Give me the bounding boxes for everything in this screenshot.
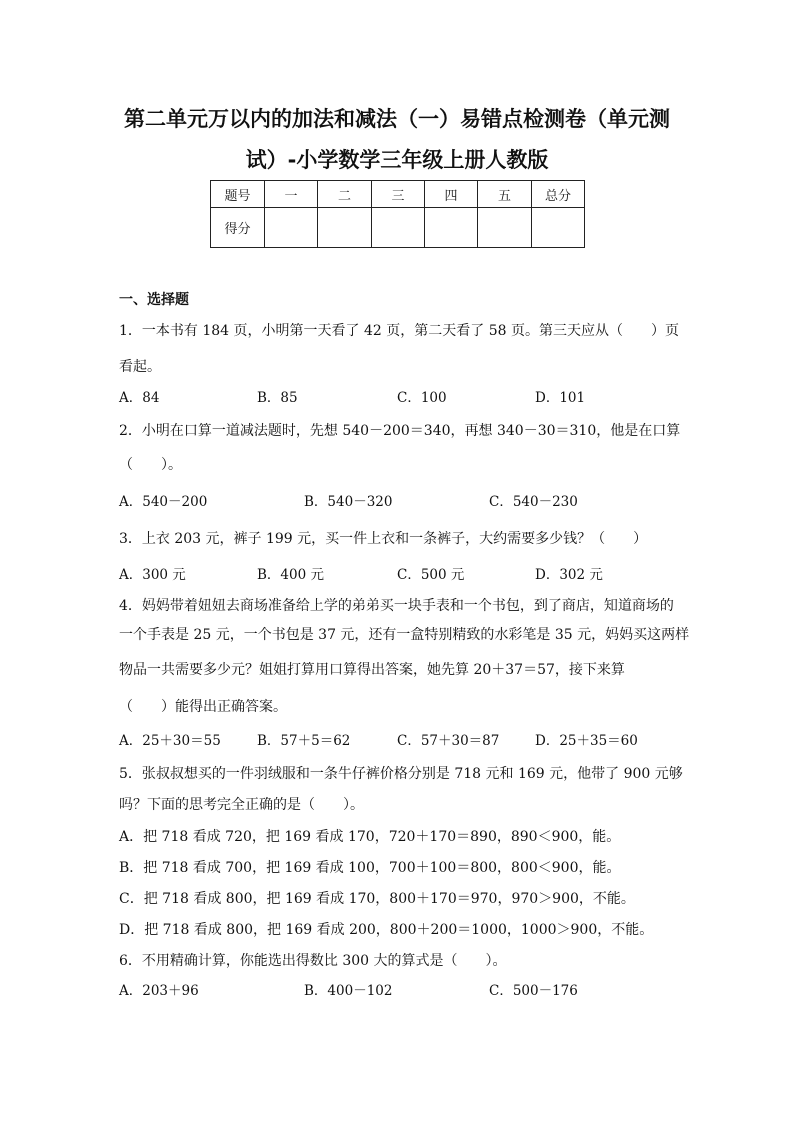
question-4-option-b: B．57＋5＝62 (257, 733, 351, 749)
question-4-option-d: D．25＋35＝60 (535, 733, 638, 749)
question-2-option-b: B．540－320 (304, 494, 393, 510)
question-1-option-d: D．101 (535, 390, 586, 406)
question-1-line-1: 1．一本书有 184 页，小明第一天看了 42 页，第二天看了 58 页。第三天应从（ ）页 (119, 323, 679, 339)
question-5-line-2: 吗？下面的思考完全正确的是（ ）。 (119, 797, 364, 813)
score-cell-1 (265, 208, 318, 248)
question-5-option-d: D．把 718 看成 800，把 169 看成 200，800＋200＝1000，1000＞900，不能。 (119, 922, 654, 938)
score-cell-5 (478, 208, 532, 248)
score-cell-total (532, 208, 585, 248)
score-cell-3 (372, 208, 425, 248)
question-6-option-c: C．500－176 (489, 983, 578, 999)
question-5-option-b: B．把 718 看成 700，把 169 看成 100，700＋100＝800，800＜900，能。 (119, 860, 621, 876)
question-2-line-1: 2．小明在口算一道减法题时，先想 540－200＝340，再想 340－30＝310，他是在口算 (119, 423, 681, 439)
question-2-line-2: （ ）。 (119, 457, 182, 473)
header-cell-2: 二 (318, 181, 372, 208)
question-6-option-a: A．203＋96 (119, 983, 199, 999)
question-1-option-c: C．100 (397, 390, 447, 406)
score-row-label: 得分 (211, 208, 265, 248)
question-6-line-1: 6．不用精确计算，你能选出得数比 300 大的算式是（ ）。 (119, 953, 507, 969)
question-4-line-3: 物品一共需要多少元？姐姐打算用口算得出答案，她先算 20＋37＝57，接下来算 (119, 662, 625, 678)
question-3-option-b: B．400 元 (257, 567, 324, 583)
score-cell-2 (318, 208, 372, 248)
question-2-option-c: C．540－230 (489, 494, 578, 510)
header-cell-label: 题号 (211, 181, 265, 208)
section-title: 一、选择题 (119, 292, 189, 308)
header-cell-1: 一 (265, 181, 318, 208)
question-3-option-d: D．302 元 (535, 567, 603, 583)
question-5-option-a: A．把 718 看成 720，把 169 看成 170，720＋170＝890，890＜900，能。 (119, 829, 621, 845)
header-cell-3: 三 (372, 181, 425, 208)
header-cell-total: 总分 (532, 181, 585, 208)
score-cell-4 (425, 208, 478, 248)
question-1-option-b: B．85 (257, 390, 298, 406)
question-5-line-1: 5．张叔叔想买的一件羽绒服和一条牛仔裤价格分别是 718 元和 169 元，他带了 900 元够 (119, 766, 683, 782)
question-6-option-b: B．400－102 (304, 983, 393, 999)
question-2-option-a: A．540－200 (119, 494, 208, 510)
question-4-line-4: （ ）能得出正确答案。 (119, 699, 287, 715)
question-4-option-c: C．57＋30＝87 (397, 733, 500, 749)
question-1-line-2: 看起。 (119, 359, 161, 375)
question-5-option-c: C．把 718 看成 800，把 169 看成 170，800＋170＝970，970＞900，不能。 (119, 891, 635, 907)
question-4-line-2: 一个手表是 25 元，一个书包是 37 元，还有一盒特别精致的水彩笔是 35 元，妈妈买这两样 (119, 627, 690, 643)
question-3-line-1: 3．上衣 203 元，裤子 199 元，买一件上衣和一条裤子，大约需要多少钱？（ ） (119, 531, 648, 547)
question-4-line-1: 4．妈妈带着妞妞去商场准备给上学的弟弟买一块手表和一个书包，到了商店，知道商场的 (119, 598, 674, 614)
question-3-option-a: A．300 元 (119, 567, 186, 583)
score-table (210, 180, 585, 248)
header-cell-4: 四 (425, 181, 478, 208)
question-3-option-c: C．500 元 (397, 567, 465, 583)
question-1-option-a: A．84 (119, 390, 160, 406)
header-cell-5: 五 (478, 181, 532, 208)
question-4-option-a: A．25＋30＝55 (119, 733, 221, 749)
exam-title-line-2: 试）-小学数学三年级上册人教版 (245, 148, 549, 172)
exam-title-line-1: 第二单元万以内的加法和减法（一）易错点检测卷（单元测 (124, 107, 670, 131)
